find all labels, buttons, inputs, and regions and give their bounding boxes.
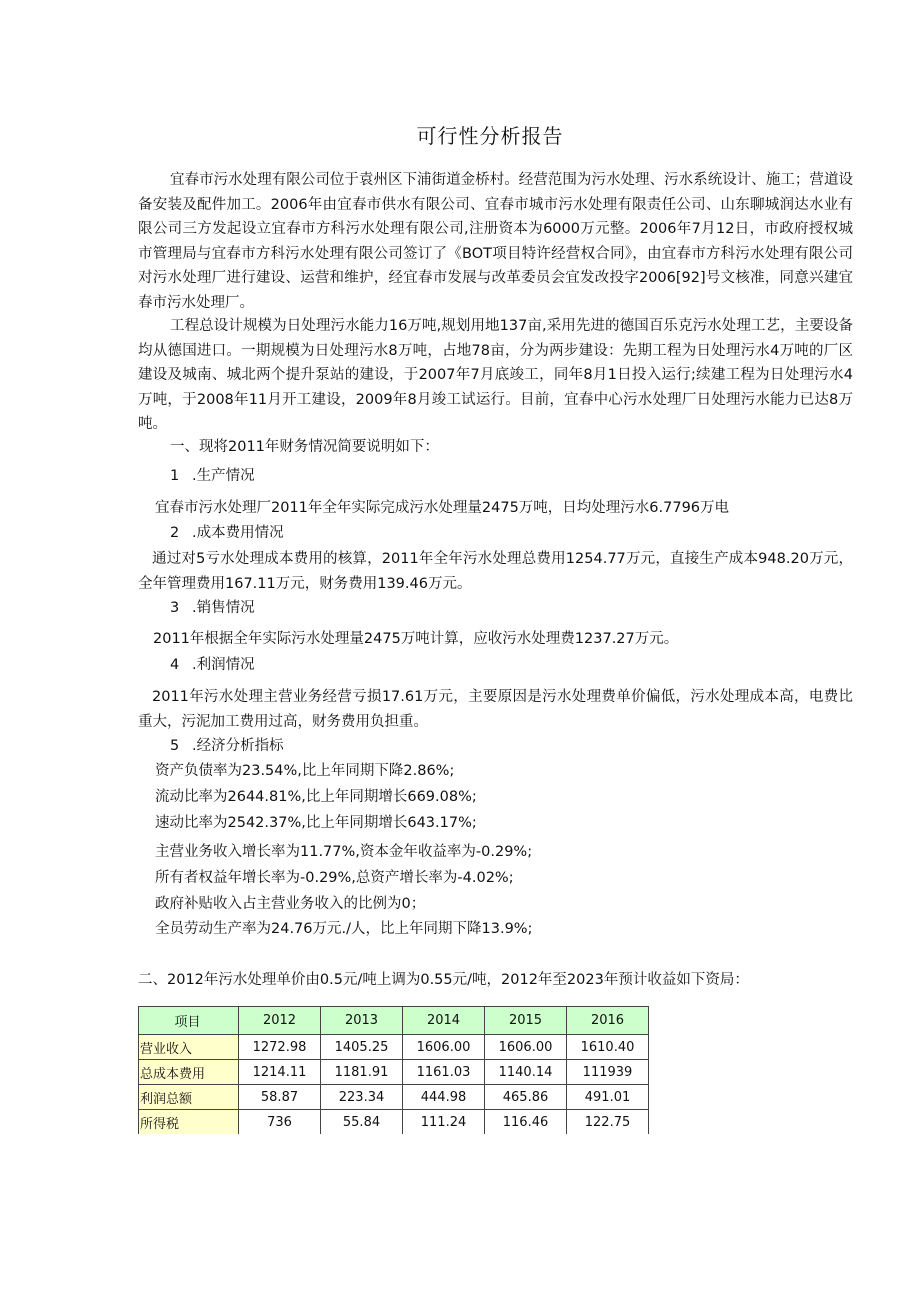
item-1-number: 1 (170, 468, 180, 484)
item-1-body: 宜春市污水处理厂2011年全年实际完成污水处理量2475万吨，日均处理污水6.7796万电 (155, 500, 730, 516)
indicator-line: 全员劳动生产率为24.76万元./人，比上年同期下降13.9%; (155, 921, 533, 937)
table-cell: 1140.14 (485, 1060, 567, 1085)
table-cell: 55.84 (321, 1110, 403, 1135)
table-cell: 465.86 (485, 1085, 567, 1110)
table-cell: 491.01 (567, 1085, 649, 1110)
item-5-heading (170, 735, 284, 757)
indicator-line: 资产负债率为23.54%,比上年同期下降2.86%; (155, 763, 455, 779)
table-header-year: 2015 (485, 1007, 567, 1035)
table-row (139, 1110, 649, 1135)
table-cell: 1610.40 (567, 1035, 649, 1060)
table-header-year: 2016 (567, 1007, 649, 1035)
table-cell: 111939 (567, 1060, 649, 1085)
item-2-title: .成本费用情况 (192, 525, 284, 541)
section-2-heading: 二、2012年污水处理单价由0.5元/吨上调为0.55元/吨，2012年至2023年预计收益如下资局： (138, 972, 749, 988)
table-cell: 58.87 (239, 1085, 321, 1110)
table-cell: 111.24 (403, 1110, 485, 1135)
table-cell: 1606.00 (485, 1035, 567, 1060)
table-row-label: 利润总额 (139, 1085, 239, 1110)
table-header-year: 2013 (321, 1007, 403, 1035)
item-4-number: 4 (170, 657, 180, 673)
table-row (139, 1035, 649, 1060)
table-cell: 736 (239, 1110, 321, 1135)
item-3-heading (170, 597, 255, 619)
table-cell: 122.75 (567, 1110, 649, 1135)
table-cell: 444.98 (403, 1085, 485, 1110)
table-cell: 1161.03 (403, 1060, 485, 1085)
table-cell: 1272.98 (239, 1035, 321, 1060)
table-row-label: 所得税 (139, 1110, 239, 1135)
table-row (139, 1085, 649, 1110)
item-1-title: .生产情况 (192, 468, 255, 484)
item-5-number: 5 (170, 738, 180, 754)
item-2-number: 2 (170, 525, 180, 541)
table-header-year: 2014 (403, 1007, 485, 1035)
table-cell: 223.34 (321, 1085, 403, 1110)
table-header-label: 项目 (139, 1007, 239, 1035)
table-row-label: 总成本费用 (139, 1060, 239, 1085)
item-4-heading (170, 654, 255, 676)
intro-paragraph-1: 宜春市污水处理有限公司位于袁州区下浦街道金桥村。经营范围为污水处理、污水系统设计、施工；营道设备安装及配件加工。2006年由宜春市供水有限公司、宜春市城市污水处理有限责任公司、山东聊城润达水业有限公司三方发起设立宜春市方科污水处理有限公司,注册资本为6000万元整。2006年7月12日，市政府授权城市管理局与宜春市方科污水处理有限公司签订了《BOT项目特许经营权合同》，由宜春市方科污水处理有限公司对污水处理厂进行建设、运营和维护，经宜春市发展与改革委员会宜发改投字2006[92]号文核准，同意兴建宜春市污水处理厂。 (138, 172, 853, 311)
table-row-label: 营业收入 (139, 1035, 239, 1060)
indicator-line: 所有者权益年增长率为-0.29%,总资产增长率为-4.02%; (155, 870, 514, 886)
intro-paragraph-2: 工程总设计规模为日处理污水能力16万吨,规划用地137亩,采用先进的德国百乐克污水处理工艺，主要设备均从德国进口。一期规模为日处理污水8万吨，占地78亩，分为两步建设：先期工程为日处理污水4万吨的厂区建设及城南、城北两个提升泵站的建设，于2007年7月底竣工，同年8月1日投入运行;续建工程为日处理污水4万吨，于2008年11月开工建设，2009年8月竣工试运行。目前，宜春中心污水处理厂日处理污水能力已达8万吨。 (138, 318, 853, 432)
table-cell: 1181.91 (321, 1060, 403, 1085)
section-1-heading: 一、现将2011年财务情况简要说明如下： (170, 439, 439, 455)
item-4-title: .利润情况 (192, 657, 255, 673)
table-cell: 116.46 (485, 1110, 567, 1135)
indicator-line: 主营业务收入增长率为11.77%,资本金年收益率为-0.29%; (155, 844, 533, 860)
indicator-line: 流动比率为2644.81%,比上年同期增长669.08%; (155, 789, 477, 805)
table-row (139, 1060, 649, 1085)
table-cell: 1405.25 (321, 1035, 403, 1060)
item-2-heading (170, 522, 284, 544)
item-1-heading (170, 465, 255, 487)
table-cell: 1214.11 (239, 1060, 321, 1085)
indicator-line: 政府补贴收入占主营业务收入的比例为0； (155, 896, 426, 912)
item-5-title: .经济分析指标 (192, 738, 284, 754)
indicator-line: 速动比率为2542.37%,比上年同期增长643.17%; (155, 815, 477, 831)
forecast-table (138, 1006, 649, 1134)
item-2-body: 通过对5亏水处理成本费用的核算，2011年全年污水处理总费用1254.77万元，直接生产成本948.20万元，全年管理费用167.11万元，财务费用139.46万元。 (138, 551, 853, 592)
item-3-title: .销售情况 (192, 600, 255, 616)
table-header-row (139, 1007, 649, 1035)
table-header-year: 2012 (239, 1007, 321, 1035)
table-cell: 1606.00 (403, 1035, 485, 1060)
item-3-number: 3 (170, 600, 180, 616)
item-3-body: 2011年根据全年实际污水处理量2475万吨计算，应收污水处理费1237.27万元。 (153, 631, 679, 647)
item-4-body: 2011年污水处理主营业务经营亏损17.61万元，主要原因是污水处理费单价偏低，污水处理成本高，电费比重大，污泥加工费用过高，财务费用负担重。 (138, 689, 853, 730)
page-title: 可行性分析报告 (416, 124, 564, 148)
